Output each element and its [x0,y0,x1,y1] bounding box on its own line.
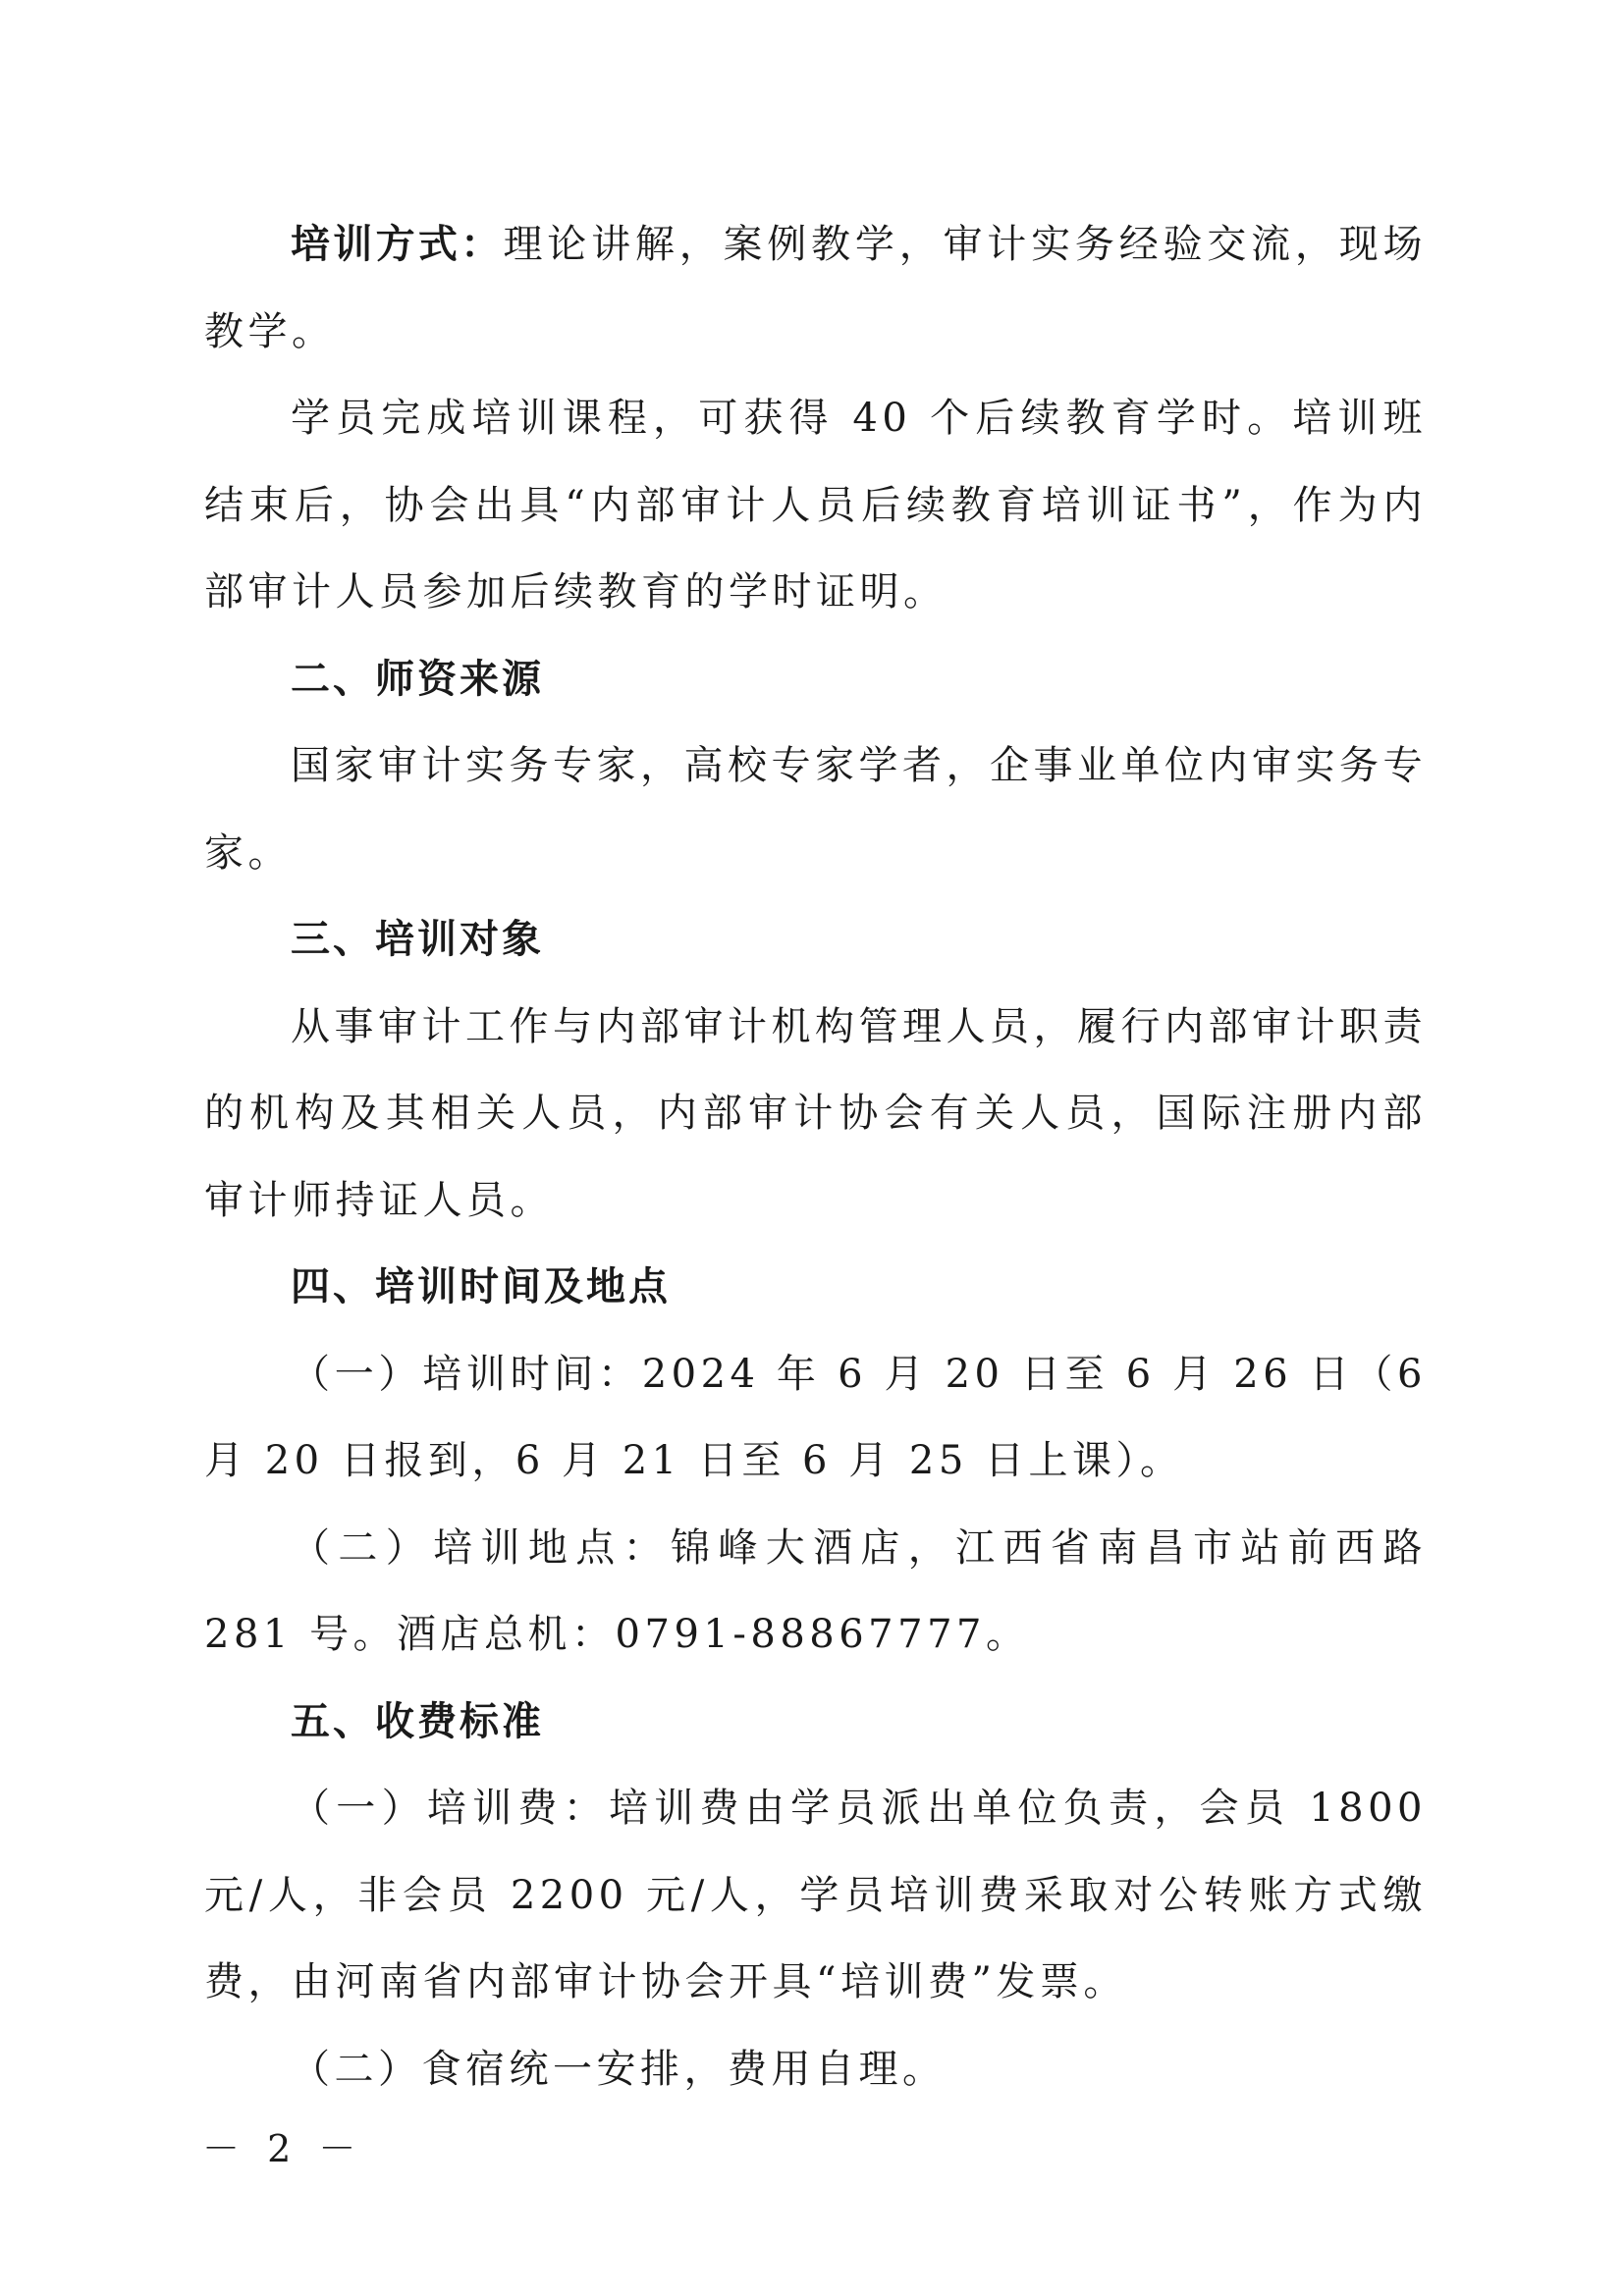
paragraph-training-time: （一）培训时间：2024 年 6 月 20 日至 6 月 26 日（6 月 20 日报到，6 月 21 日至 6 月 25 日上课）。 [204,1351,1427,1483]
page-number: － 2 － [202,2127,364,2170]
paragraph-audience: 从事审计工作与内部审计机构管理人员，履行内部审计职责的机构及其相关人员，内部审计协会有关人员，国际注册内部审计师持证人员。 [204,1003,1427,1223]
paragraph-credit-hours: 学员完成培训课程，可获得 40 个后续教育学时。培训班结束后，协会出具“内部审计人员后续教育培训证书”，作为内部审计人员参加后续教育的学时证明。 [204,396,1427,614]
document-body [204,201,1427,2112]
paragraph-training-method [204,201,1427,375]
section-heading-time-place: 四、培训时间及地点 [291,1264,671,1309]
training-method-label: 培训方式： [291,222,504,267]
section-heading-fees: 五、收费标准 [291,1698,544,1744]
section-heading-instructors: 二、师资来源 [291,656,544,702]
paragraph-training-fee: （一）培训费：培训费由学员派出单位负责，会员 1800 元/人，非会员 2200 元/人，学员培训费采取对公转账方式缴费，由河南省内部审计协会开具“培训费”发票。 [204,1786,1427,2004]
paragraph-lodging: （二）食宿统一安排，费用自理。 [291,2046,947,2092]
section-heading-audience: 三、培训对象 [291,917,544,962]
paragraph-training-location: （二）培训地点：锦峰大酒店，江西省南昌市站前西路 281 号。酒店总机：0791-88867777。 [204,1524,1427,1657]
paragraph-instructors: 国家审计实务专家，高校专家学者，企事业单位内审实务专家。 [204,743,1427,876]
training-method-text: 理论讲解，案例教学，审计实务经验交流，现场教学。 [204,222,1427,354]
